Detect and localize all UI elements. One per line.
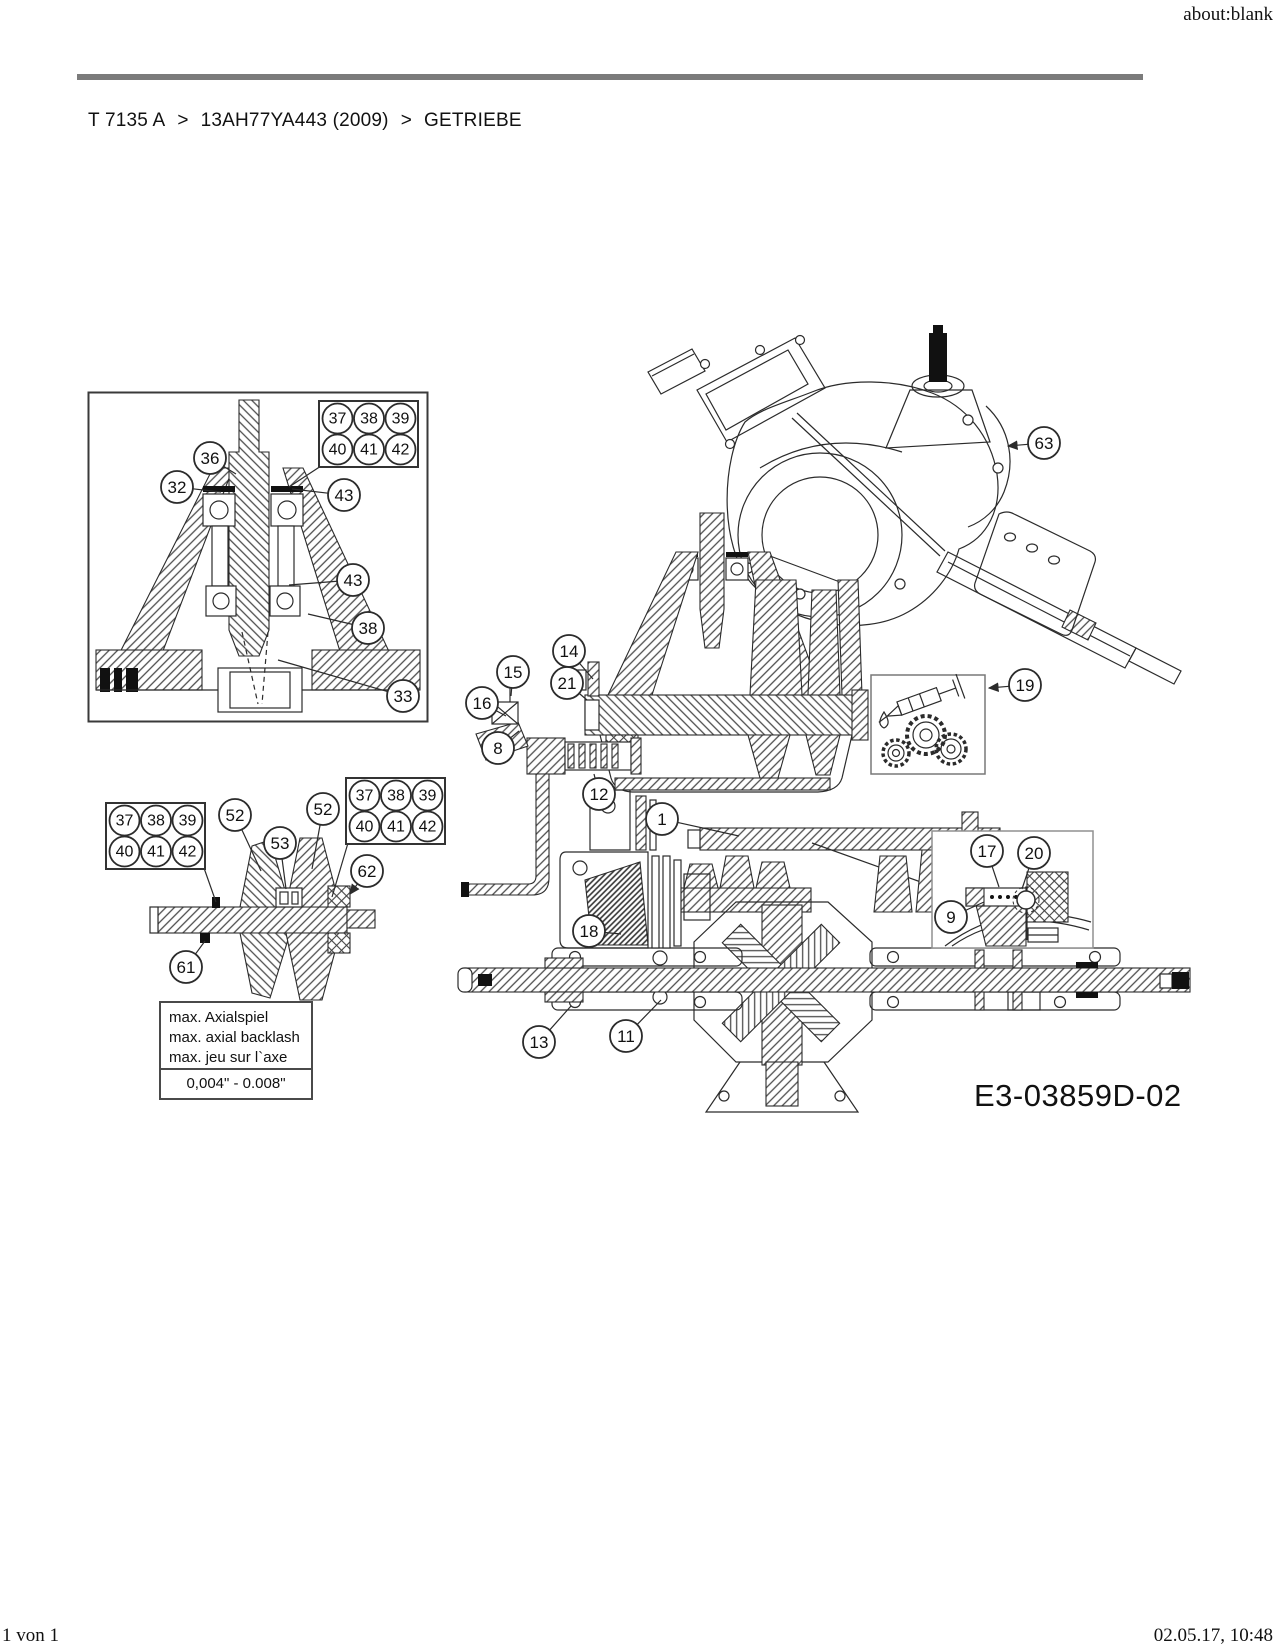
- callout-balloon-36[interactable]: [194, 442, 226, 474]
- svg-text:40: 40: [115, 843, 134, 861]
- callout-balloon-43[interactable]: [328, 479, 360, 511]
- breadcrumb-model[interactable]: T 7135 A: [88, 110, 166, 131]
- svg-text:63: 63: [1034, 434, 1054, 453]
- callout-balloon-19[interactable]: [1009, 669, 1041, 701]
- svg-text:42: 42: [178, 843, 197, 861]
- svg-text:21: 21: [557, 674, 577, 693]
- svg-text:17: 17: [977, 842, 997, 861]
- svg-text:14: 14: [559, 642, 579, 661]
- svg-text:52: 52: [225, 806, 245, 825]
- svg-text:11: 11: [617, 1027, 635, 1046]
- callout-grid[interactable]: [332, 778, 445, 897]
- svg-text:37: 37: [115, 812, 134, 830]
- svg-text:52: 52: [313, 800, 333, 819]
- callout-balloon-11[interactable]: [610, 1020, 642, 1052]
- callout-balloon-18[interactable]: [573, 915, 605, 947]
- callout-balloon-61[interactable]: [170, 951, 202, 983]
- svg-text:20: 20: [1024, 844, 1044, 863]
- svg-text:8: 8: [493, 739, 503, 758]
- callout-balloon-17[interactable]: [971, 835, 1003, 867]
- callout-balloon-13[interactable]: [523, 1026, 555, 1058]
- callout-balloon-53[interactable]: [264, 827, 296, 859]
- svg-text:32: 32: [167, 478, 187, 497]
- svg-text:41: 41: [147, 843, 165, 861]
- callout-balloon-12[interactable]: [583, 778, 615, 810]
- svg-text:12: 12: [589, 785, 609, 804]
- svg-text:38: 38: [358, 619, 378, 638]
- transaxle-isometric-view: [648, 325, 1181, 684]
- leader-line: [1008, 444, 1028, 446]
- axial-backlash-note-box: [159, 1001, 313, 1100]
- callout-balloon-1[interactable]: [646, 803, 678, 835]
- print-timestamp: 02.05.17, 10:48: [1153, 1625, 1273, 1646]
- svg-text:42: 42: [391, 441, 410, 459]
- svg-text:15: 15: [503, 663, 523, 682]
- axial-backlash-value: 0,004" - 0.008": [161, 1068, 311, 1092]
- svg-text:40: 40: [328, 441, 347, 459]
- breadcrumb-variant[interactable]: 13AH77YA443 (2009): [200, 110, 389, 131]
- svg-text:39: 39: [178, 812, 197, 830]
- leader-line: [989, 686, 1009, 688]
- callout-balloon-38[interactable]: [352, 612, 384, 644]
- svg-text:40: 40: [355, 818, 374, 836]
- callout-balloon-32[interactable]: [161, 471, 193, 503]
- callout-balloon-52[interactable]: [219, 799, 251, 831]
- callout-balloon-33[interactable]: [387, 680, 419, 712]
- callout-balloon-21[interactable]: [551, 667, 583, 699]
- axial-note-line-fr: max. jeu sur l`axe: [169, 1049, 288, 1066]
- svg-text:39: 39: [391, 410, 410, 428]
- svg-text:38: 38: [147, 812, 165, 830]
- svg-text:36: 36: [200, 449, 220, 468]
- page-header-url: about:blank: [1183, 4, 1273, 25]
- svg-text:62: 62: [357, 862, 377, 881]
- callout-grid[interactable]: [106, 803, 216, 902]
- svg-text:19: 19: [1015, 676, 1035, 695]
- svg-text:18: 18: [579, 922, 599, 941]
- drawing-number: E3-03859D-02: [974, 1078, 1182, 1113]
- svg-text:53: 53: [270, 834, 290, 853]
- callout-balloon-14[interactable]: [553, 635, 585, 667]
- svg-text:38: 38: [387, 787, 405, 805]
- axial-note-line-de: max. Axialspiel: [169, 1009, 269, 1026]
- svg-text:16: 16: [472, 694, 492, 713]
- callout-balloon-9[interactable]: [935, 901, 967, 933]
- breadcrumb-separator: >: [177, 110, 189, 131]
- svg-text:43: 43: [334, 486, 354, 505]
- axial-note-line-en: max. axial backlash: [169, 1029, 300, 1046]
- leader-line: [350, 884, 357, 894]
- svg-text:1: 1: [657, 810, 667, 829]
- leader-line: [511, 688, 512, 696]
- svg-text:39: 39: [418, 787, 437, 805]
- callout-balloon-20[interactable]: [1018, 837, 1050, 869]
- callout-balloon-8[interactable]: [482, 732, 514, 764]
- svg-text:37: 37: [355, 787, 374, 805]
- leader-line: [637, 1000, 661, 1025]
- callout-balloon-16[interactable]: [466, 687, 498, 719]
- svg-text:38: 38: [360, 410, 378, 428]
- svg-text:41: 41: [360, 441, 378, 459]
- page-count: 1 von 1: [2, 1625, 59, 1646]
- callout-balloon-52[interactable]: [307, 793, 339, 825]
- svg-text:43: 43: [343, 571, 363, 590]
- svg-text:33: 33: [393, 687, 413, 706]
- svg-text:13: 13: [529, 1033, 549, 1052]
- breadcrumb-section[interactable]: GETRIEBE: [424, 110, 522, 131]
- svg-text:42: 42: [418, 818, 437, 836]
- svg-text:61: 61: [176, 958, 196, 977]
- grease-gun-and-gears-icon: [871, 674, 985, 774]
- svg-text:37: 37: [328, 410, 347, 428]
- callout-balloon-43[interactable]: [337, 564, 369, 596]
- breadcrumb-separator: >: [400, 110, 413, 131]
- callout-balloon-62[interactable]: [351, 855, 383, 887]
- callout-balloon-63[interactable]: [1028, 427, 1060, 459]
- svg-text:9: 9: [946, 908, 956, 927]
- callout-balloon-15[interactable]: [497, 656, 529, 688]
- svg-text:41: 41: [387, 818, 405, 836]
